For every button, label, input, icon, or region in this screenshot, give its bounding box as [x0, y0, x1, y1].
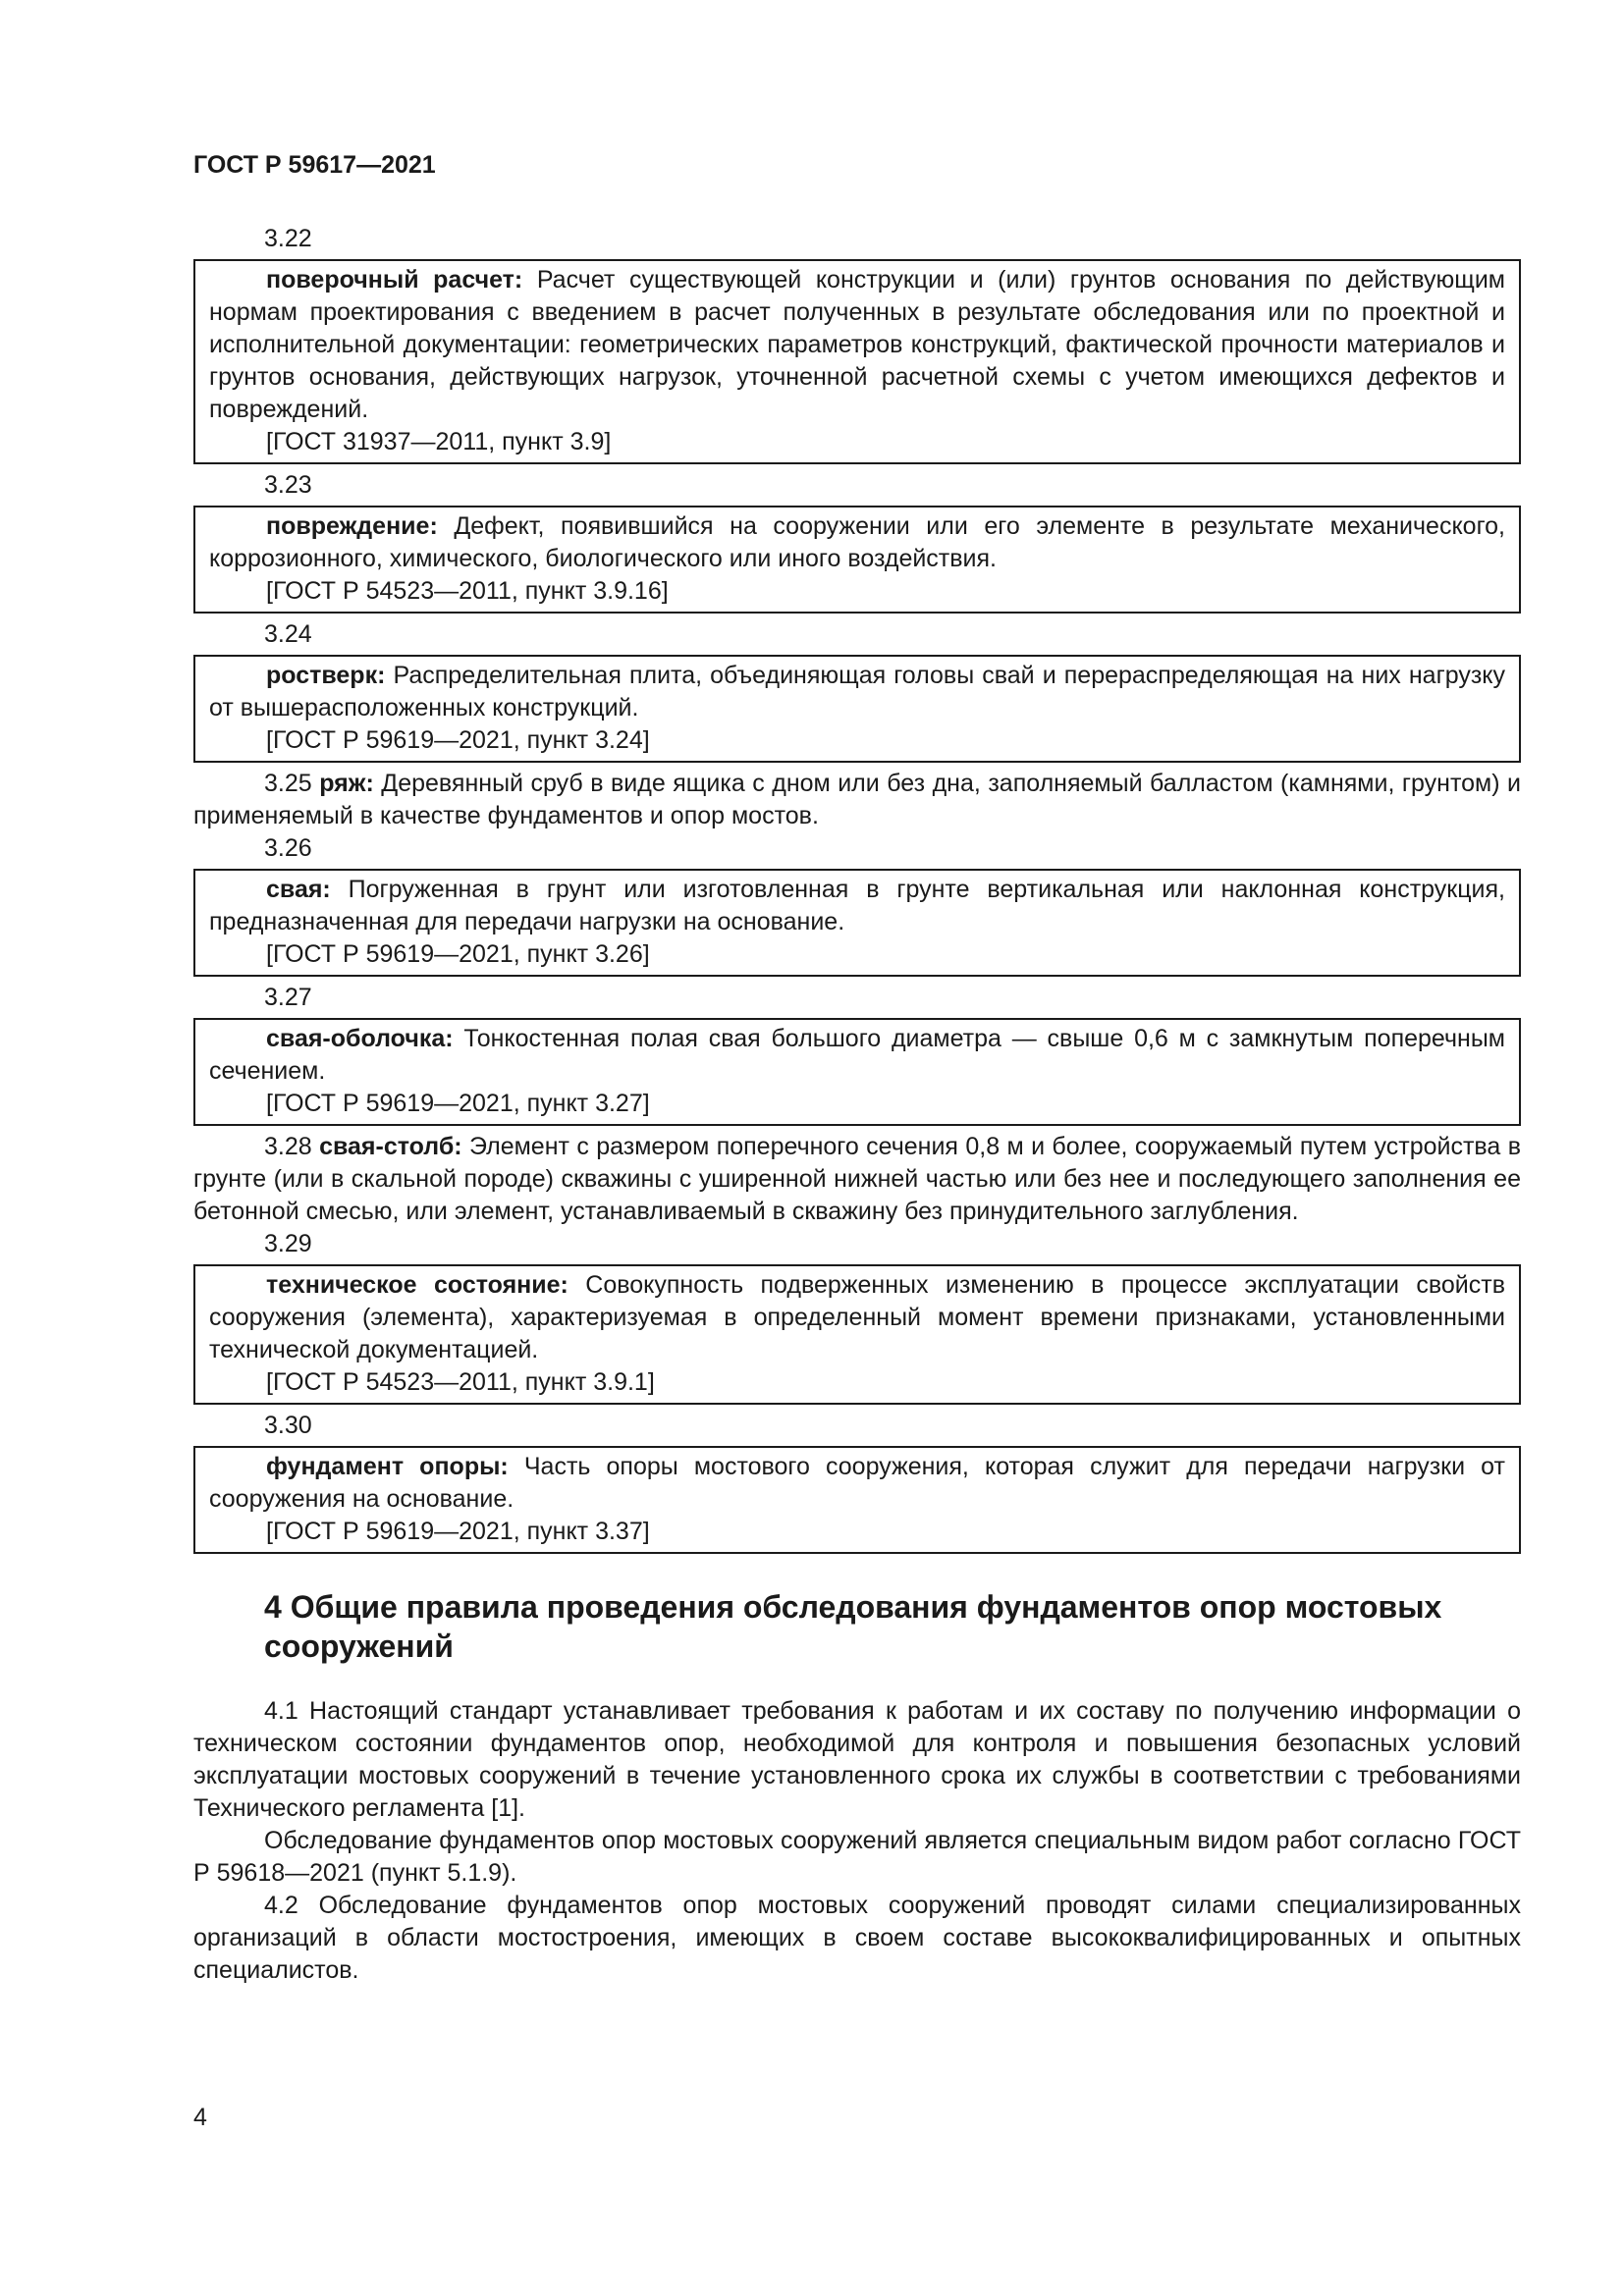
definition-text: [209, 510, 1505, 575]
term: ряж:: [319, 770, 374, 797]
definition: Дефект, появившийся на сооружении или его элементе в результате механического, коррозионного, химического, биологического или иного воздействия.: [209, 512, 1505, 572]
source-reference: [ГОСТ Р 59619—2021, пункт 3.26]: [266, 940, 650, 968]
definition-paragraph: [193, 768, 1521, 832]
definition-box: [193, 655, 1521, 763]
definition-text: [209, 1269, 1505, 1366]
definition-text: [209, 1023, 1505, 1088]
definition: Совокупность подверженных изменению в процессе эксплуатации свойств сооружения (элемента), характеризуемая в определенный момент времени признаками, установленными технической документацией.: [209, 1271, 1505, 1363]
term: повреждение:: [266, 512, 438, 540]
definition-text: [209, 264, 1505, 426]
body-paragraph: 4.2 Обследование фундаментов опор мостовых сооружений проводят силами специализированных организаций в области мостостроения, имеющих в своем составе высококвалифицированных и опытных специалистов.: [193, 1892, 1521, 1984]
entry-number: 3.28: [264, 1133, 312, 1160]
definition-box: [193, 869, 1521, 977]
definition: Часть опоры мостового сооружения, которая служит для передачи нагрузки от сооружения на основание.: [209, 1453, 1505, 1513]
source-reference: [ГОСТ Р 59619—2021, пункт 3.24]: [266, 726, 650, 754]
source-reference: [ГОСТ 31937—2011, пункт 3.9]: [266, 428, 612, 455]
term: свая:: [266, 876, 331, 903]
term: фундамент опоры:: [266, 1453, 509, 1480]
definition-paragraph: [193, 1131, 1521, 1228]
source-reference: [ГОСТ Р 54523—2011, пункт 3.9.16]: [266, 577, 669, 605]
source-reference: [ГОСТ Р 59619—2021, пункт 3.27]: [266, 1090, 650, 1117]
entry-number: 3.22: [264, 225, 312, 252]
term: поверочный расчет:: [266, 266, 523, 294]
document-body: [193, 223, 1521, 1987]
definition: Элемент с размером поперечного сечения 0,8 м и более, сооружаемый путем устройства в грунте (или в скальной породе) скважины с уширенной нижней частью или без нее и последующего заполнения ее бетонной смесью, или элемент, устанавливаемый в скважину без принудительного заглубления.: [193, 1133, 1521, 1225]
definition-box: [193, 1446, 1521, 1554]
body-paragraph: Обследование фундаментов опор мостовых сооружений является специальным видом работ согласно ГОСТ Р 59618—2021 (пункт 5.1.9).: [193, 1827, 1521, 1887]
document-header: ГОСТ Р 59617—2021: [193, 151, 436, 179]
source-reference: [ГОСТ Р 54523—2011, пункт 3.9.1]: [266, 1368, 655, 1396]
entry-number: 3.26: [264, 834, 312, 862]
definition-box: [193, 1264, 1521, 1405]
definition: Расчет существующей конструкции и (или) грунтов основания по действующим нормам проектирования с введением в расчет полученных в результате обследования или по проектной и исполнительной документации: геометрических параметров конструкций, фактической прочности материалов и грунтов основания, действующих нагрузок, уточненной расчетной схемы с учетом имеющихся дефектов и повреждений.: [209, 266, 1505, 423]
definition-text: [209, 874, 1505, 938]
definition: Погруженная в грунт или изготовленная в грунте вертикальная или наклонная конструкция, предназначенная для передачи нагрузки на основание.: [209, 876, 1505, 935]
definition-box: [193, 1018, 1521, 1126]
entry-number: 3.23: [264, 471, 312, 499]
definition-text: [209, 1451, 1505, 1516]
entry-number: 3.24: [264, 620, 312, 648]
definition: Распределительная плита, объединяющая головы свай и перераспределяющая на них нагрузку от вышерасположенных конструкций.: [209, 662, 1505, 721]
definition-text: [209, 660, 1505, 724]
definition: Тонкостенная полая свая большого диаметра — свыше 0,6 м с замкнутым поперечным сечением.: [209, 1025, 1505, 1085]
body-paragraph: 4.1 Настоящий стандарт устанавливает требования к работам и их составу по получению информации о техническом состоянии фундаментов опор, необходимой для контроля и повышения безопасных условий эксплуатации мостовых сооружений в течение установленного срока их службы в соответствии с требованиями Технического регламента [1].: [193, 1697, 1521, 1822]
source-reference: [ГОСТ Р 59619—2021, пункт 3.37]: [266, 1518, 650, 1545]
term: ростверк:: [266, 662, 386, 689]
definition: Деревянный сруб в виде ящика с дном или без дна, заполняемый балластом (камнями, грунтом) и применяемый в качестве фундаментов и опор мостов.: [193, 770, 1521, 829]
definition-box: [193, 259, 1521, 464]
section-heading: 4 Общие правила проведения обследования фундаментов опор мостовых сооружений: [264, 1589, 1442, 1664]
entry-number: 3.29: [264, 1230, 312, 1257]
term: свая-столб:: [319, 1133, 462, 1160]
entry-number: 3.30: [264, 1412, 312, 1439]
definition-box: [193, 506, 1521, 614]
entry-number: 3.25: [264, 770, 312, 797]
term: свая-оболочка:: [266, 1025, 454, 1052]
term: техническое состояние:: [266, 1271, 568, 1299]
page-number: 4: [193, 2104, 207, 2131]
entry-number: 3.27: [264, 984, 312, 1011]
